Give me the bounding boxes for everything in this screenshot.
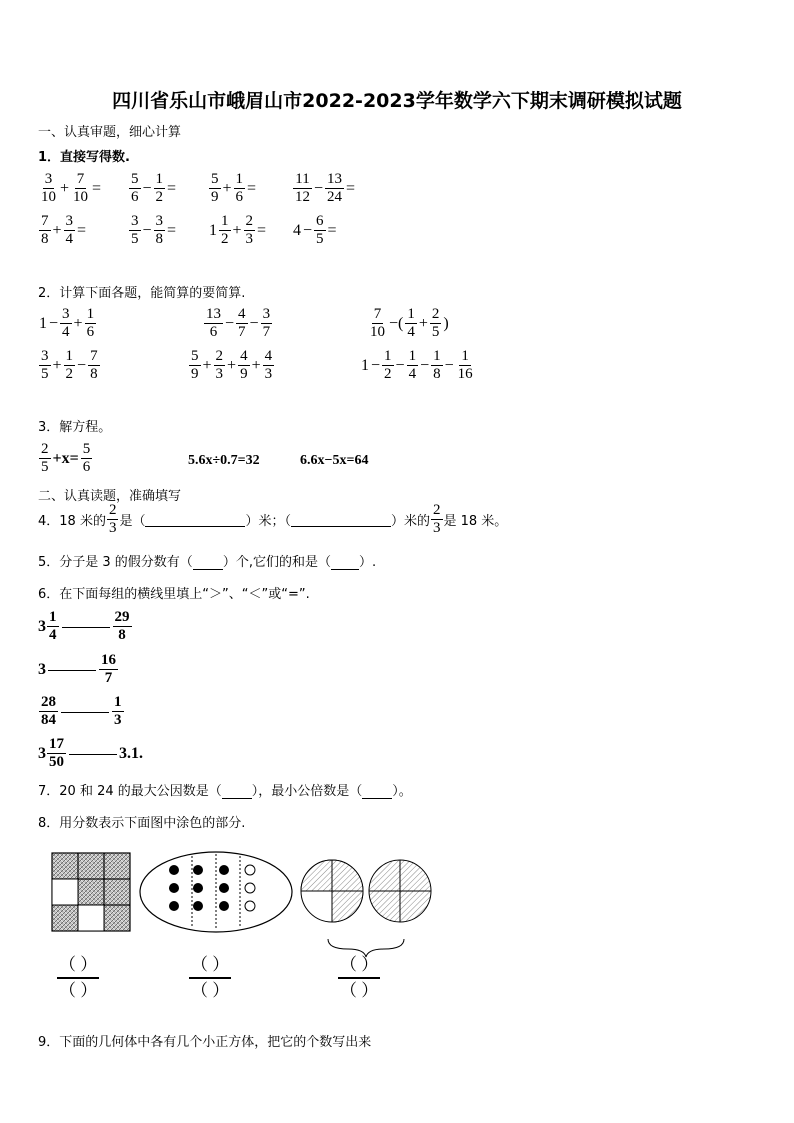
q4-line (38, 502, 507, 537)
fraction (39, 213, 51, 248)
denominator: 2 (221, 231, 229, 247)
q4-blank-2[interactable] (291, 512, 391, 527)
numerator: 3 (65, 213, 74, 229)
fraction (368, 306, 387, 341)
denominator: 4 (65, 231, 74, 247)
q4-prefix: 4．18 米的 (38, 514, 106, 529)
question-1-label: 1．直接写得数. (38, 150, 130, 165)
fraction (261, 306, 273, 341)
q2-expression-e3 (367, 306, 450, 341)
denominator: 50 (49, 754, 64, 770)
operator: − (142, 179, 152, 197)
fraction (99, 652, 118, 687)
denominator: 4 (407, 324, 415, 340)
fraction (39, 348, 51, 383)
fraction (293, 171, 312, 206)
operator: − (142, 221, 152, 239)
numerator: 1 (49, 609, 57, 625)
whole-number: 1 (361, 356, 369, 374)
fraction (219, 213, 231, 248)
numerator: 2 (431, 306, 440, 322)
fraction (88, 348, 100, 383)
numerator: 17 (49, 736, 64, 752)
denominator: 5 (316, 231, 324, 247)
numerator: 16 (101, 652, 116, 668)
answer-denominator: （ ） (340, 981, 379, 1000)
numerator: 2 (41, 441, 49, 457)
q4-blank-1[interactable] (145, 512, 245, 527)
q7-blank-1[interactable] (222, 786, 252, 799)
q2-expression-e5 (188, 348, 275, 383)
equals-sign: = (167, 179, 177, 197)
fraction (129, 213, 141, 248)
fraction (107, 502, 119, 537)
denominator: 8 (118, 627, 126, 643)
q8-answer-2[interactable] (189, 953, 231, 1003)
operator: + (418, 314, 428, 332)
q4-mid: 是（ (119, 514, 146, 529)
q7-suffix: ）。 (392, 784, 412, 799)
operator: + (251, 356, 261, 374)
numerator: 4 (264, 348, 273, 364)
fraction (314, 213, 326, 248)
q8-answer-1[interactable] (57, 953, 99, 1003)
question-8-label: 8．用分数表示下面图中涂色的部分. (38, 816, 246, 831)
operator: −( (389, 314, 404, 332)
operator: + (73, 314, 83, 332)
operator: − (77, 356, 87, 374)
whole-number: 1 (39, 314, 47, 332)
numerator: 7 (373, 306, 382, 322)
denominator: 2 (155, 189, 164, 205)
denominator: 6 (82, 459, 91, 475)
operator: − (249, 314, 259, 332)
fraction (382, 348, 394, 383)
denominator: 6 (235, 189, 244, 205)
compare-blank[interactable] (61, 711, 109, 713)
equation-middle: +x= (52, 449, 79, 467)
denominator: 8 (155, 231, 164, 247)
denominator: 6 (131, 189, 139, 205)
operator: − (371, 356, 381, 374)
q1-expression (38, 213, 87, 248)
numerator: 13 (206, 306, 221, 322)
fraction (154, 171, 166, 206)
fraction (238, 348, 250, 383)
numerator: 5 (131, 171, 139, 187)
fraction (71, 171, 90, 206)
answer-denominator: （ ） (59, 981, 98, 1000)
numerator: 5 (82, 441, 91, 457)
operator: − (314, 179, 324, 197)
numerator: 3 (155, 213, 164, 229)
fraction (405, 306, 417, 341)
fraction (39, 171, 58, 206)
q1-expression (38, 171, 102, 206)
operator: + (52, 356, 62, 374)
denominator: 3 (245, 231, 254, 247)
fraction (204, 306, 223, 341)
q3-equation-3: 6.6x−5x=64 (300, 453, 369, 468)
numerator: 29 (114, 609, 130, 625)
numerator: 1 (384, 348, 392, 364)
q3-equation-1-expr (38, 441, 93, 476)
fraction (430, 306, 442, 341)
denominator: 4 (49, 627, 57, 643)
q5-suffix: ）. (358, 555, 377, 570)
fraction (113, 609, 132, 644)
denominator: 3 (108, 520, 117, 536)
denominator: 6 (209, 324, 218, 340)
equals-sign: = (346, 179, 356, 197)
numerator: 13 (327, 171, 343, 187)
compare-blank[interactable] (69, 753, 117, 755)
denominator: 10 (73, 189, 89, 205)
numerator: 3 (131, 213, 139, 229)
operator: + (222, 179, 232, 197)
fraction (85, 306, 97, 341)
equals-sign: = (167, 221, 177, 239)
operator: + (232, 221, 242, 239)
numerator: 1 (433, 348, 441, 364)
fraction (39, 441, 51, 476)
fraction (407, 348, 419, 383)
denominator: 7 (238, 324, 246, 340)
q1-expression (128, 213, 177, 248)
fraction (60, 306, 72, 341)
question-6-label: 6．在下面每组的横线里填上“＞”、“＜”或“=”. (38, 587, 310, 602)
denominator: 4 (408, 366, 417, 382)
numerator: 1 (408, 348, 417, 364)
equals-sign: = (92, 179, 102, 197)
whole-number: 3 (38, 660, 46, 678)
fraction (81, 441, 93, 476)
fraction (112, 694, 124, 729)
equals-sign: = (247, 179, 257, 197)
denominator: 5 (431, 324, 440, 340)
q5-prefix: 5．分子是 3 的假分数有（ (38, 555, 193, 570)
denominator: 9 (211, 189, 219, 205)
answer-numerator: （ ） (338, 953, 380, 979)
fraction (39, 694, 58, 729)
compare-value: 3.1. (119, 744, 143, 762)
denominator: 7 (104, 670, 113, 686)
question-7 (38, 780, 412, 799)
equals-sign: = (77, 221, 87, 239)
denominator: 2 (384, 366, 392, 382)
numerator: 5 (211, 171, 219, 187)
q4-mid2: ）米；（ (245, 514, 291, 529)
denominator: 8 (90, 366, 98, 382)
operator: − (395, 356, 405, 374)
operator: + (202, 356, 212, 374)
q4-suffix: 是 18 米。 (443, 514, 508, 529)
denominator: 12 (295, 189, 310, 205)
operator: − (444, 356, 454, 374)
fraction (244, 213, 256, 248)
q1-expression (208, 213, 267, 248)
numerator: 1 (461, 348, 469, 364)
denominator: 9 (191, 366, 199, 382)
fraction (431, 502, 443, 537)
q7-blank-2[interactable] (362, 786, 392, 799)
denominator: 3 (215, 366, 224, 382)
numerator: 3 (62, 306, 70, 322)
q5-blank-1[interactable] (193, 557, 223, 570)
operator: − (225, 314, 235, 332)
numerator: 4 (238, 306, 246, 322)
q8-figures (40, 845, 460, 1010)
answer-denominator: （ ） (191, 981, 230, 1000)
numerator: 1 (114, 694, 122, 710)
numerator: 5 (191, 348, 199, 364)
q8-answer-3[interactable] (338, 953, 380, 1003)
circles-figure (301, 860, 431, 957)
whole-number: 3 (38, 617, 46, 635)
operator: − (49, 314, 59, 332)
fraction (47, 736, 66, 771)
q2-expression-e2 (203, 306, 273, 341)
answer-numerator: （ ） (57, 953, 99, 979)
compare-blank[interactable] (62, 626, 110, 628)
fraction (456, 348, 475, 383)
fraction (154, 213, 166, 248)
numerator: 11 (295, 171, 310, 187)
denominator: 84 (41, 712, 56, 728)
fraction (189, 348, 201, 383)
q6-comparison-c3 (38, 694, 125, 729)
fraction (209, 171, 221, 206)
fraction (431, 348, 443, 383)
q6-comparison-c4 (38, 736, 143, 771)
numerator: 3 (41, 348, 49, 364)
numerator: 7 (76, 171, 85, 187)
numerator: 6 (316, 213, 324, 229)
q3-equation-2: 5.6x÷0.7=32 (188, 453, 260, 468)
denominator: 8 (41, 231, 49, 247)
whole-number: 1 (209, 221, 217, 239)
whole-number: 3 (38, 744, 46, 762)
numerator: 3 (44, 171, 53, 187)
q1-expression (292, 213, 338, 248)
fraction (64, 348, 76, 383)
denominator: 6 (86, 324, 95, 340)
fraction (129, 171, 141, 206)
answer-numerator: （ ） (189, 953, 231, 979)
question-9-label: 9．下面的几何体中各有几个小正方体，把它的个数写出来 (38, 1035, 372, 1050)
section-heading-1: 一、认真审题，细心计算 (38, 125, 182, 140)
numerator: 1 (407, 306, 415, 322)
question-3-label: 3．解方程。 (38, 420, 112, 435)
grid-figure (52, 853, 130, 931)
numerator: 1 (65, 348, 74, 364)
numerator: 28 (41, 694, 56, 710)
question-5 (38, 551, 376, 570)
denominator: 5 (41, 459, 49, 475)
fraction (325, 171, 344, 206)
equals-sign: = (327, 221, 337, 239)
denominator: 4 (62, 324, 70, 340)
operator: + (227, 356, 237, 374)
denominator: 10 (41, 189, 56, 205)
operator: + (52, 221, 62, 239)
q1-expression (292, 171, 356, 206)
operator: − (420, 356, 430, 374)
fraction (234, 171, 246, 206)
fraction (47, 609, 59, 644)
fraction (263, 348, 275, 383)
denominator: 3 (114, 712, 122, 728)
numerator: 3 (262, 306, 271, 322)
q2-expression-e1 (38, 306, 97, 341)
numerator: 2 (433, 502, 441, 518)
q7-prefix: 7．20 和 24 的最大公因数是（ (38, 784, 222, 799)
close-paren: ) (443, 314, 449, 332)
q6-comparison-c1 (38, 609, 133, 644)
denominator: 3 (264, 366, 273, 382)
numerator: 1 (235, 171, 244, 187)
denominator: 7 (262, 324, 271, 340)
denominator: 2 (65, 366, 74, 382)
q5-blank-2[interactable] (331, 557, 359, 570)
denominator: 8 (433, 366, 441, 382)
fraction (214, 348, 226, 383)
denominator: 5 (131, 231, 139, 247)
numerator: 7 (90, 348, 98, 364)
compare-blank[interactable] (48, 669, 96, 671)
numerator: 2 (108, 502, 117, 518)
denominator: 24 (327, 189, 343, 205)
q6-comparison-c2 (38, 652, 119, 687)
q1-expression (208, 171, 257, 206)
denominator: 5 (41, 366, 49, 382)
denominator: 16 (457, 366, 473, 382)
q4-mid3: ）米的 (390, 514, 430, 529)
numerator: 2 (245, 213, 254, 229)
denominator: 9 (240, 366, 248, 382)
operator: + (60, 179, 70, 197)
numerator: 1 (155, 171, 164, 187)
numerator: 1 (221, 213, 229, 229)
question-2-label: 2．计算下面各题，能简算的要简算. (38, 286, 246, 301)
numerator: 4 (240, 348, 248, 364)
section-heading-2: 二、认真读题，准确填写 (38, 489, 182, 504)
q1-expression (128, 171, 177, 206)
operator: − (303, 221, 313, 239)
page-title: 四川省乐山市峨眉山市2022-2023学年数学六下期末调研模拟试题 (112, 90, 682, 112)
equals-sign: = (257, 221, 267, 239)
q2-expression-e4 (38, 348, 101, 383)
dots-figure (140, 852, 292, 932)
numerator: 1 (86, 306, 95, 322)
numerator: 7 (41, 213, 49, 229)
q2-expression-e6 (360, 348, 476, 383)
denominator: 10 (370, 324, 385, 340)
fraction (64, 213, 76, 248)
denominator: 3 (433, 520, 441, 536)
whole-number: 4 (293, 221, 301, 239)
fraction (236, 306, 248, 341)
q7-mid: ），最小公倍数是（ (251, 784, 363, 799)
numerator: 2 (215, 348, 224, 364)
q5-mid: ）个,它们的和是（ (222, 555, 331, 570)
